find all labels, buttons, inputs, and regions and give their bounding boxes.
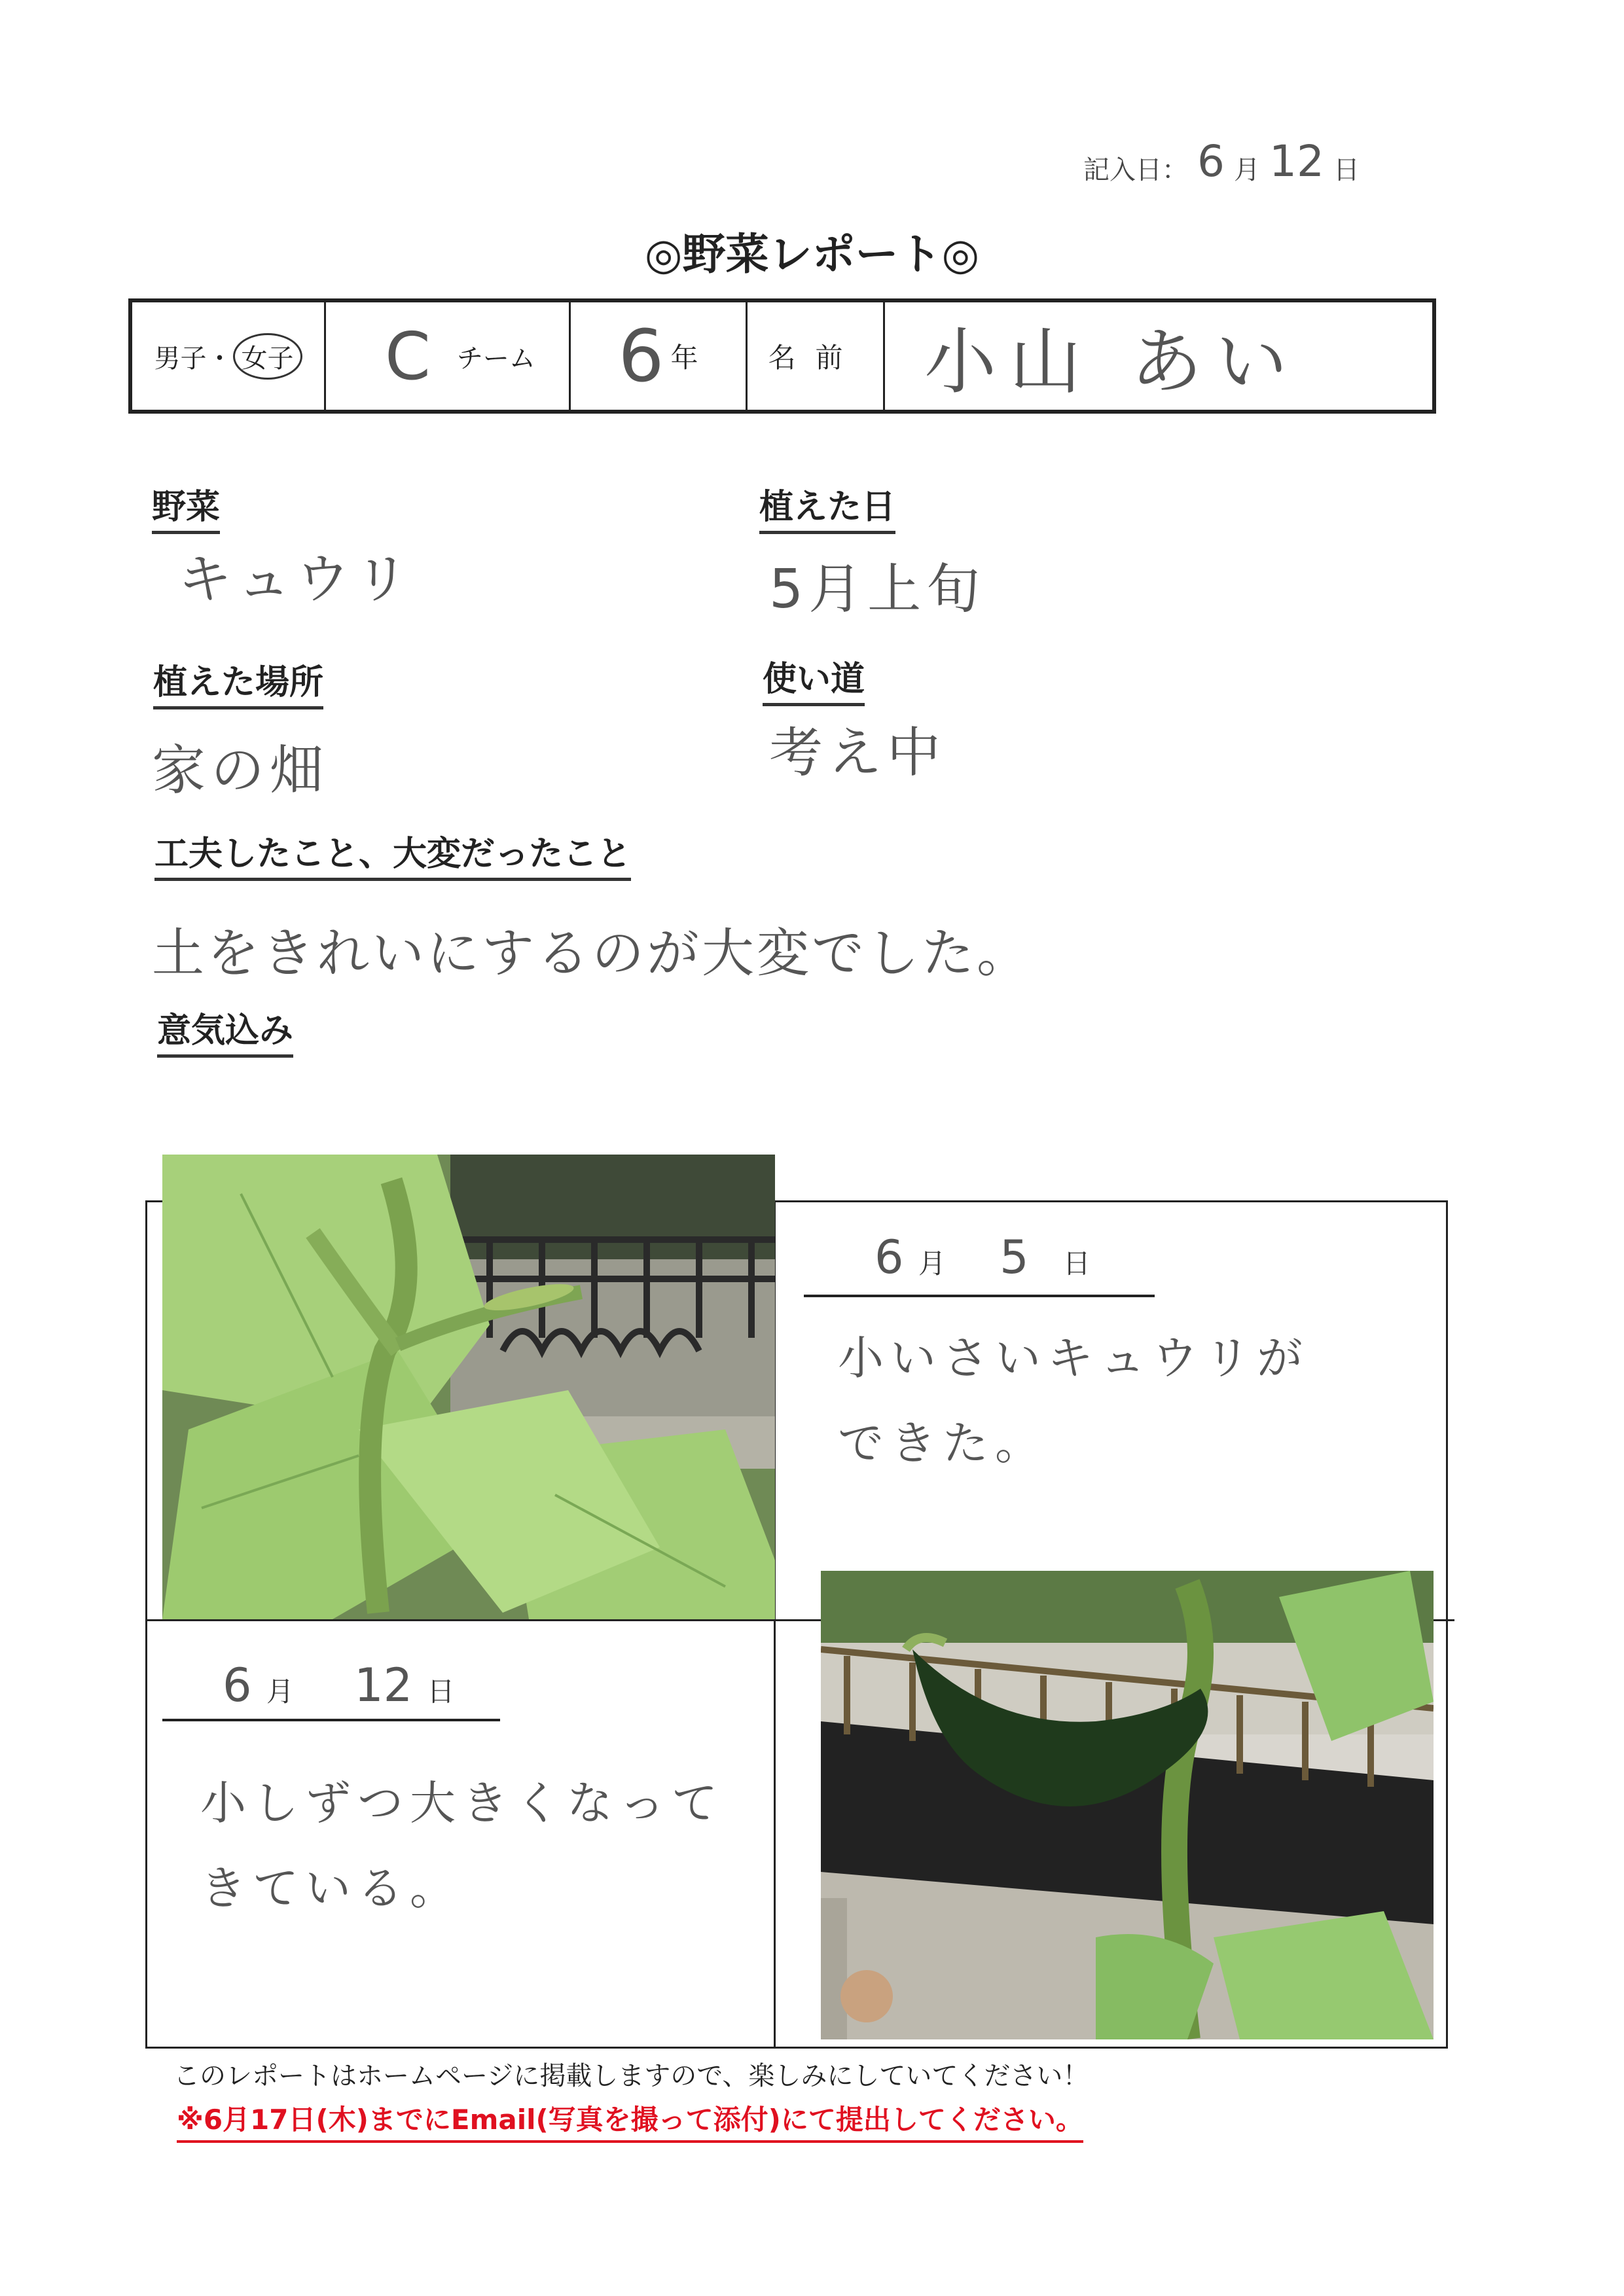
note-1-date [875,1230,1091,1284]
note-1-text [838,1316,1309,1486]
note-1-month-unit: 月 [918,1247,946,1280]
planted-date-label: 植えた日 [759,488,895,534]
note-2-date [223,1659,454,1712]
usage-value: 考え中 [769,722,947,784]
note-1-month: 6 [875,1230,904,1284]
vegetable-label: 野菜 [152,488,220,534]
cucumber-sprout-image [162,1155,775,1619]
entry-date-month: 6 [1197,136,1225,187]
note-1-line-2: できた。 [838,1416,1047,1470]
footer-deadline-notice: ※6月17日(木)までにEmail(写真を撮って添付)にて提出してください。 [177,2098,1083,2143]
gender-cell [132,302,326,410]
gender-female-circled: 女子 [233,333,302,380]
photo-cucumber-sprout [162,1155,775,1619]
gender-male: 男子 [154,343,207,374]
planted-place-label: 植えた場所 [153,663,323,709]
team-label: チーム [456,343,535,374]
name-value: 小山 あい [924,320,1301,404]
entry-date-month-unit: 月 [1234,155,1260,185]
vegetable-value: キュウリ [178,548,414,611]
note-2-line-1: 小しずつ大きくなって [200,1776,724,1830]
planted-place-value: 家の畑 [152,740,329,802]
planted-place-section [153,655,323,704]
entry-date [1083,128,1450,187]
usage-label: 使い道 [763,660,865,706]
note-1-line-1: 小いさいキュウリが [838,1331,1309,1385]
note-1-date-underline [804,1295,1155,1297]
grade-label: 年 [670,342,698,374]
entry-date-label: 記入日： [1083,155,1188,185]
name-cell [885,302,1432,410]
motivation-section [157,1003,293,1052]
usage-section [763,651,865,700]
info-table [128,298,1436,414]
efforts-section [154,826,631,875]
note-2-date-underline [162,1719,500,1721]
gender-separator: ・ [206,343,233,374]
grade-value: 6 [618,314,664,398]
cucumber-growing-image [821,1571,1434,2039]
note-2-month-unit: 月 [266,1676,294,1708]
page-title: ◎野菜レポート◎ [644,229,980,279]
efforts-label: 工夫したこと、大変だったこと [154,834,631,881]
motivation-label: 意気込み [157,1011,293,1058]
planted-date-value: 5月上旬 [769,558,986,620]
note-2-day: 12 [354,1659,413,1712]
team-cell [326,302,571,410]
photo-cucumber-growing [821,1571,1434,2039]
note-2-month: 6 [223,1659,252,1712]
footer-notice: このレポートはホームページに掲載しますので、楽しみにしていてください！ [173,2061,1089,2091]
planted-date-section [759,479,895,528]
note-2-line-2: きている。 [200,1861,462,1915]
note-2-day-unit: 日 [427,1676,455,1708]
entry-date-day-unit: 日 [1333,155,1360,185]
grade-cell [571,302,748,410]
efforts-value: 土をきれいにするのが大変でした。 [152,923,1032,984]
note-1-day: 5 [1000,1230,1029,1284]
name-label: 名前 [748,302,885,410]
entry-date-day: 12 [1269,136,1324,187]
vegetable-section [152,479,220,528]
note-1-day-unit: 日 [1062,1247,1091,1280]
note-2-text [200,1761,724,1931]
team-value: C [385,317,431,395]
